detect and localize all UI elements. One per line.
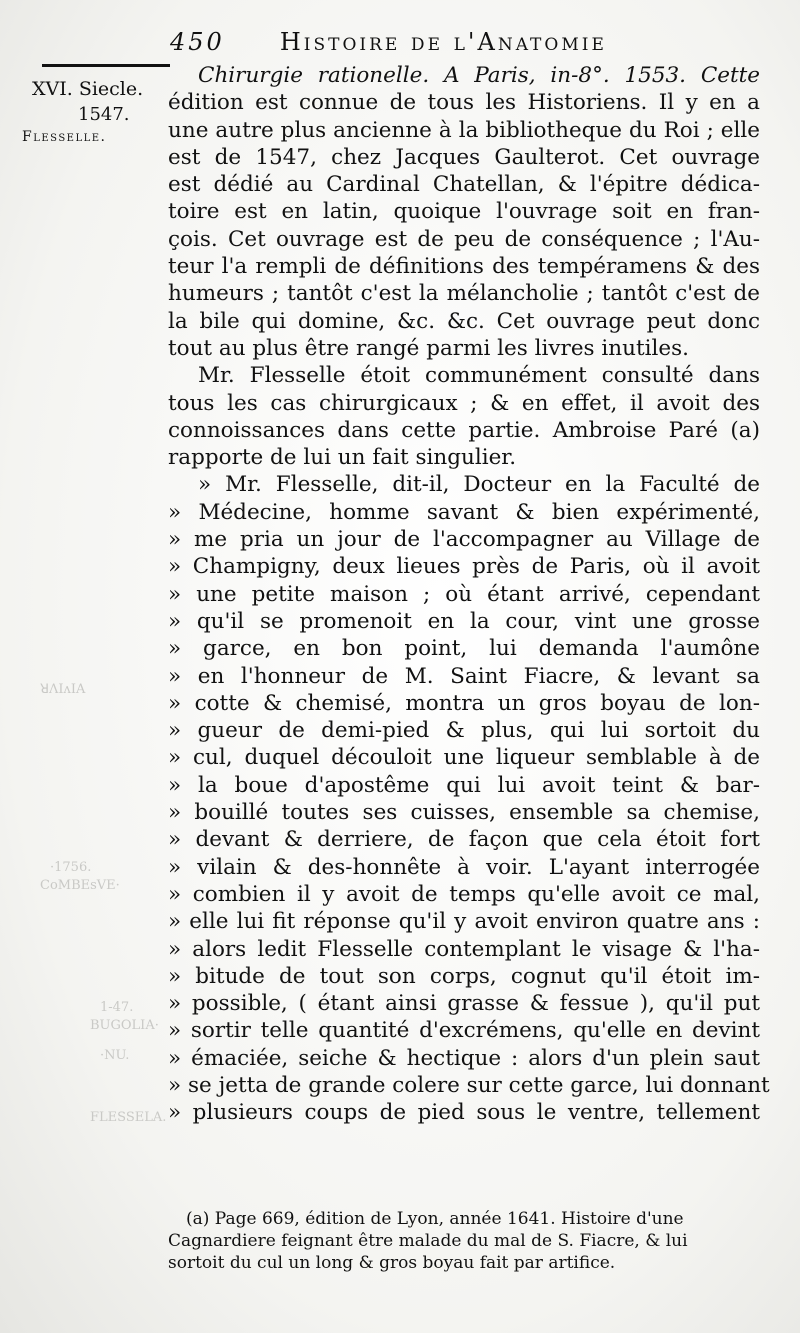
show-through-mark: 1-47. <box>100 1000 134 1015</box>
text-line: est de 1547, chez Jacques Gaulterot. Cet ouvrage <box>168 144 760 170</box>
text-line: édition est connue de tous les Historiens. Il y en a <box>168 90 760 116</box>
text-line: » cul, duquel découloit une liqueur semblable à de <box>168 745 760 771</box>
text-line: » cotte & chemisé, montra un gros boyau de lon- <box>168 690 760 716</box>
text-line: » elle lui fit réponse qu'il y avoit environ quatre ans : <box>168 909 760 935</box>
text-line: » garce, en bon point, lui demanda l'aumône <box>168 636 760 662</box>
page-number: 450 <box>170 28 225 56</box>
margin-note-author: Flesselle. <box>22 129 107 145</box>
text-line: Chirurgie rationelle. A Paris, in-8°. 1553. Cette <box>198 63 760 88</box>
text-line: tous les cas chirurgicaux ; & en effet, il avoit des <box>168 390 760 416</box>
text-line: » Champigny, deux lieues près de Paris, où il avoit <box>168 554 760 580</box>
footnote-line: sortoit du cul un long & gros boyau fait par artifice. <box>168 1253 616 1273</box>
text-line: » vilain & des-honnête à voir. L'ayant interrogée <box>168 854 760 880</box>
show-through-mark: BUGOLIA· <box>90 1018 159 1033</box>
text-line: la bile qui domine, &c. &c. Cet ouvrage peut donc <box>168 308 760 334</box>
running-header <box>170 28 770 56</box>
text-line: » qu'il se promenoit en la cour, vint une grosse <box>168 608 760 634</box>
text-line: » me pria un jour de l'accompagner au Village de <box>168 527 760 553</box>
text-line: » gueur de demi-pied & plus, qui lui sortoit du <box>168 718 760 744</box>
text-line: teur l'a rempli de définitions des tempéramens & des <box>168 254 760 280</box>
text-line: » se jetta de grande colere sur cette garce, lui donnant <box>168 1072 770 1098</box>
text-line: » bitude de tout son corps, cognut qu'il étoit im- <box>168 963 760 989</box>
text-line: » alors ledit Flesselle contemplant le visage & l'ha- <box>168 936 760 962</box>
text-line: » en l'honneur de M. Saint Fiacre, & levant sa <box>168 663 760 689</box>
margin-note-century: XVI. Siecle. <box>32 78 144 100</box>
text-line: » possible, ( étant ainsi grasse & fessue ), qu'il put <box>168 991 760 1017</box>
text-line: » devant & derriere, de façon que cela étoit fort <box>168 827 760 853</box>
footnote-line: (a) Page 669, édition de Lyon, année 1641. Histoire d'une <box>186 1209 684 1229</box>
text-line: rapporte de lui un fait singulier. <box>168 445 517 471</box>
text-line: » plusieurs coups de pied sous le ventre, tellement <box>168 1100 760 1126</box>
text-line: » une petite maison ; où étant arrivé, cependant <box>168 581 760 607</box>
text-line: Mr. Flesselle étoit communément consulté dans <box>198 363 760 389</box>
show-through-mark: ꓤɅIʌIA <box>40 682 86 697</box>
show-through-mark: ·1756. <box>50 860 92 875</box>
text-line: » bouillé toutes ses cuisses, ensemble sa chemise, <box>168 800 760 826</box>
main-text <box>168 62 770 1127</box>
text-line: est dédié au Cardinal Chatellan, & l'épitre dédica- <box>168 172 760 198</box>
text-line: connoissances dans cette partie. Ambroise Paré (a) <box>168 417 760 443</box>
text-line: çois. Cet ouvrage est de peu de conséquence ; l'Au- <box>168 226 760 252</box>
footnote-line: Cagnardiere feignant être malade du mal de S. Fiacre, & lui <box>168 1231 688 1251</box>
header-rule <box>42 64 170 67</box>
text-line: » Mr. Flesselle, dit-il, Docteur en la Faculté de <box>198 472 760 498</box>
show-through-mark: CoMBEsVE· <box>40 878 120 893</box>
text-line: une autre plus ancienne à la bibliotheque du Roi ; elle <box>168 117 760 143</box>
margin-note-year: 1547. <box>78 104 130 125</box>
text-line: » émaciée, seiche & hectique : alors d'un plein saut <box>168 1045 760 1071</box>
text-line: humeurs ; tantôt c'est la mélancholie ; tantôt c'est de <box>168 281 760 307</box>
footnote <box>168 1208 760 1274</box>
show-through-mark: FLESSELA. <box>90 1110 167 1125</box>
text-line: tout au plus être rangé parmi les livres inutiles. <box>168 335 689 361</box>
text-line: toire est en latin, quoique l'ouvrage soit en fran- <box>168 199 760 225</box>
text-line: » Médecine, homme savant & bien expérimenté, <box>168 499 760 525</box>
running-title: Histoire de l'Anatomie <box>279 28 607 56</box>
text-line: » combien il y avoit de temps qu'elle avoit ce mal, <box>168 881 760 907</box>
show-through-mark: ·NU. <box>100 1048 130 1063</box>
text-line: » sortir telle quantité d'excrémens, qu'elle en devint <box>168 1018 760 1044</box>
text-line: » la boue d'apostême qui lui avoit teint & bar- <box>168 772 760 798</box>
